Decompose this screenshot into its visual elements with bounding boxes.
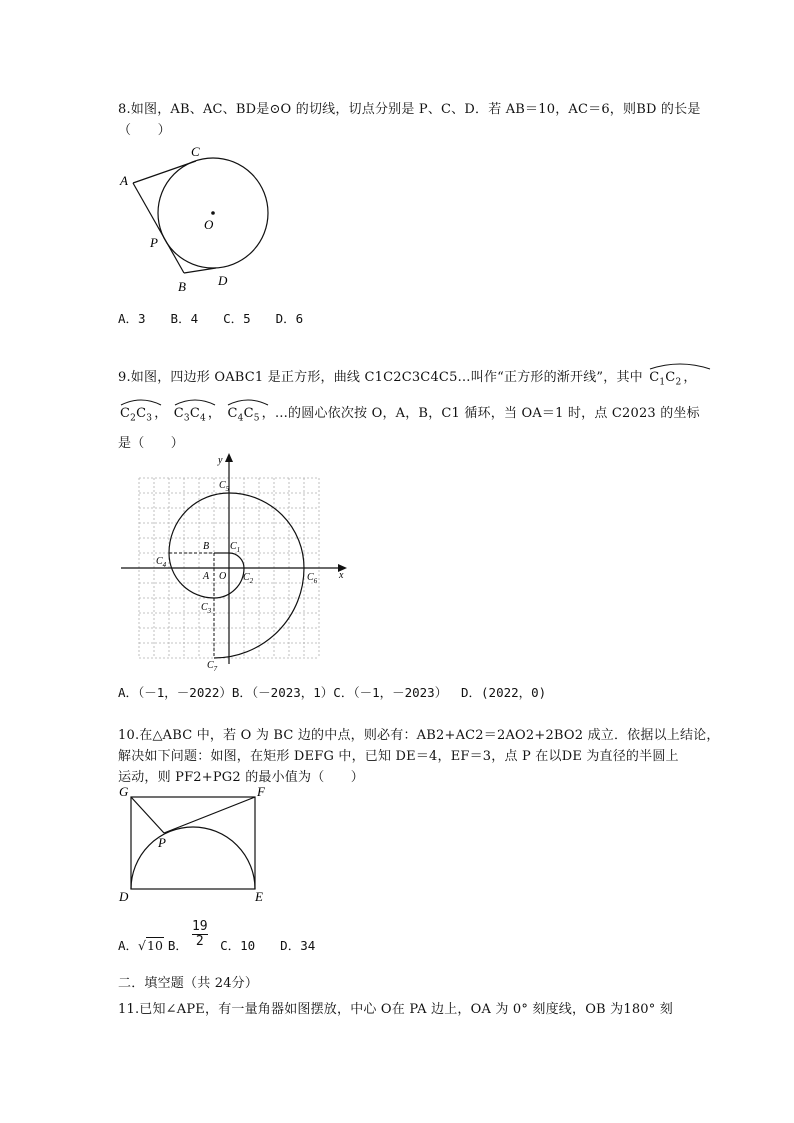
section-heading: 二．填空题（共 24分） [118,976,259,991]
q9-text-main: 9.如图，四边形 OABC1 是正方形，曲线 C1C2C3C4C5…叫作“正方形的渐开线”，其中 [118,370,643,385]
q9-options: A．（－1，－2022）B．（－2023，1）C．（－1，－2023） D．(2022，0) [118,685,547,700]
arc-letter: C [243,406,254,421]
q9-label-A: A [203,571,210,582]
arc-sub: 3 [146,413,153,424]
q9-arc-c4c5 [227,406,259,424]
arc-sub: 5 [253,413,260,424]
q10-opt-b-label: B． [167,938,188,953]
fraction-numerator: 19 [191,919,208,934]
q9-text-line2-tail: ，…的圆心依次按 O，A，B，C1 循环，当 OA＝1 时，点 C2023 的坐标 [261,406,700,421]
q8-text-line2: （ ） [118,123,171,138]
q10-fraction [192,920,208,949]
q9-figure [118,452,358,672]
fraction-denominator: 2 [195,934,204,949]
arc-sub: 4 [199,413,206,424]
sqrt-value: 10 [147,938,163,953]
q10-opt-a-label: A． [118,938,139,953]
q10-text-line2: 解决如下问题：如图，在矩形 DEFG 中，已知 DE＝4，EF＝3，点 P 在以DE 为直径的半圆上 [118,749,679,764]
q9-label-C6: $C_6$ [307,572,318,585]
q9-label-O: O [219,571,227,582]
arc-letter: C [136,406,147,421]
q8-options: A．3 B．4 C．5 D．6 [118,311,304,326]
q10-label-P: P [158,835,166,850]
q8-label-O: O [204,217,214,232]
q8-label-B: B [178,279,186,294]
arc-sub: 4 [237,413,244,424]
q10-opt-rest: C．10 D．34 [207,938,316,953]
q9-label-x: x [339,570,344,581]
arc-letter: C [189,406,200,421]
q9-label-B: B [203,541,210,552]
arc-letter: C [665,370,676,385]
q9-arc-c3c4 [174,406,206,424]
q9-text-line1: 9.如图，四边形 OABC1 是正方形，曲线 C1C2C3C4C5…叫作“正方形的渐开线”，其中 $C_1C_2$ ， [118,366,697,388]
arc-letter: C [649,370,660,385]
q8-label-A: A [120,173,128,188]
q10-sqrt [138,938,164,953]
q9-text-line2: $C_2C_3$ ， $C_3C_4$ ， $C_4C_5$ ，…的圆心依次按 O，A，B，C1 循环，当 OA＝1 时，点 C2023 的坐标 [118,402,700,424]
q8-label-P: P [150,235,158,250]
q9-text-line3: 是（ ） [118,436,185,451]
q10-options [118,920,315,960]
q10-text-line1: 10.在△ABC 中，若 O 为 BC 边的中点，则必有：AB2+AC2＝2AO2+2BO2 成立．依据以上结论， [118,728,720,743]
q9-label-C1: $C_1$ [230,541,241,554]
q9-label-C3: $C_3$ [201,602,212,615]
q9-label-C7: $C_7$ [207,660,218,673]
q9-label-y: y [218,455,223,466]
q10-label-E: E [255,889,263,904]
q10-label-F: F [257,784,265,799]
q9-label-C2: $C_2$ [243,572,254,585]
q9-label-C5: $C_5$ [219,480,230,493]
arc-letter: C [173,406,184,421]
arc-sub: 2 [675,377,682,388]
q10-label-D: D [119,889,129,904]
q9-label-C4: $C_4$ [156,556,167,569]
q10-text-line3: 运动，则 PF2+PG2 的最小值为（ ） [118,770,364,785]
q8-figure [116,140,286,300]
q8-label-D: D [218,273,228,288]
sqrt-sign: √ [138,938,146,953]
q8-text-line1: 8.如图，AB、AC、BD是⊙O 的切线，切点分别是 P、C、D．若 AB＝10，AC＝6，则BD 的长是 [118,102,701,117]
q10-figure [116,783,276,903]
arc-letter: C [227,406,238,421]
q9-arc-c1c2 [649,370,681,388]
arc-letter: C [120,406,131,421]
q11-text: 11.已知∠APE，有一量角器如图摆放，中心 O在 PA 边上，OA 为 0° 刻度线，OB 为180° 刻 [118,1002,673,1017]
q8-label-C: C [191,144,200,159]
arc-sub: 2 [130,413,137,424]
arc-sub: 3 [183,413,190,424]
q10-label-G: G [119,784,129,799]
arc-sub: 1 [659,377,666,388]
q9-arc-c2c3 [120,406,152,424]
